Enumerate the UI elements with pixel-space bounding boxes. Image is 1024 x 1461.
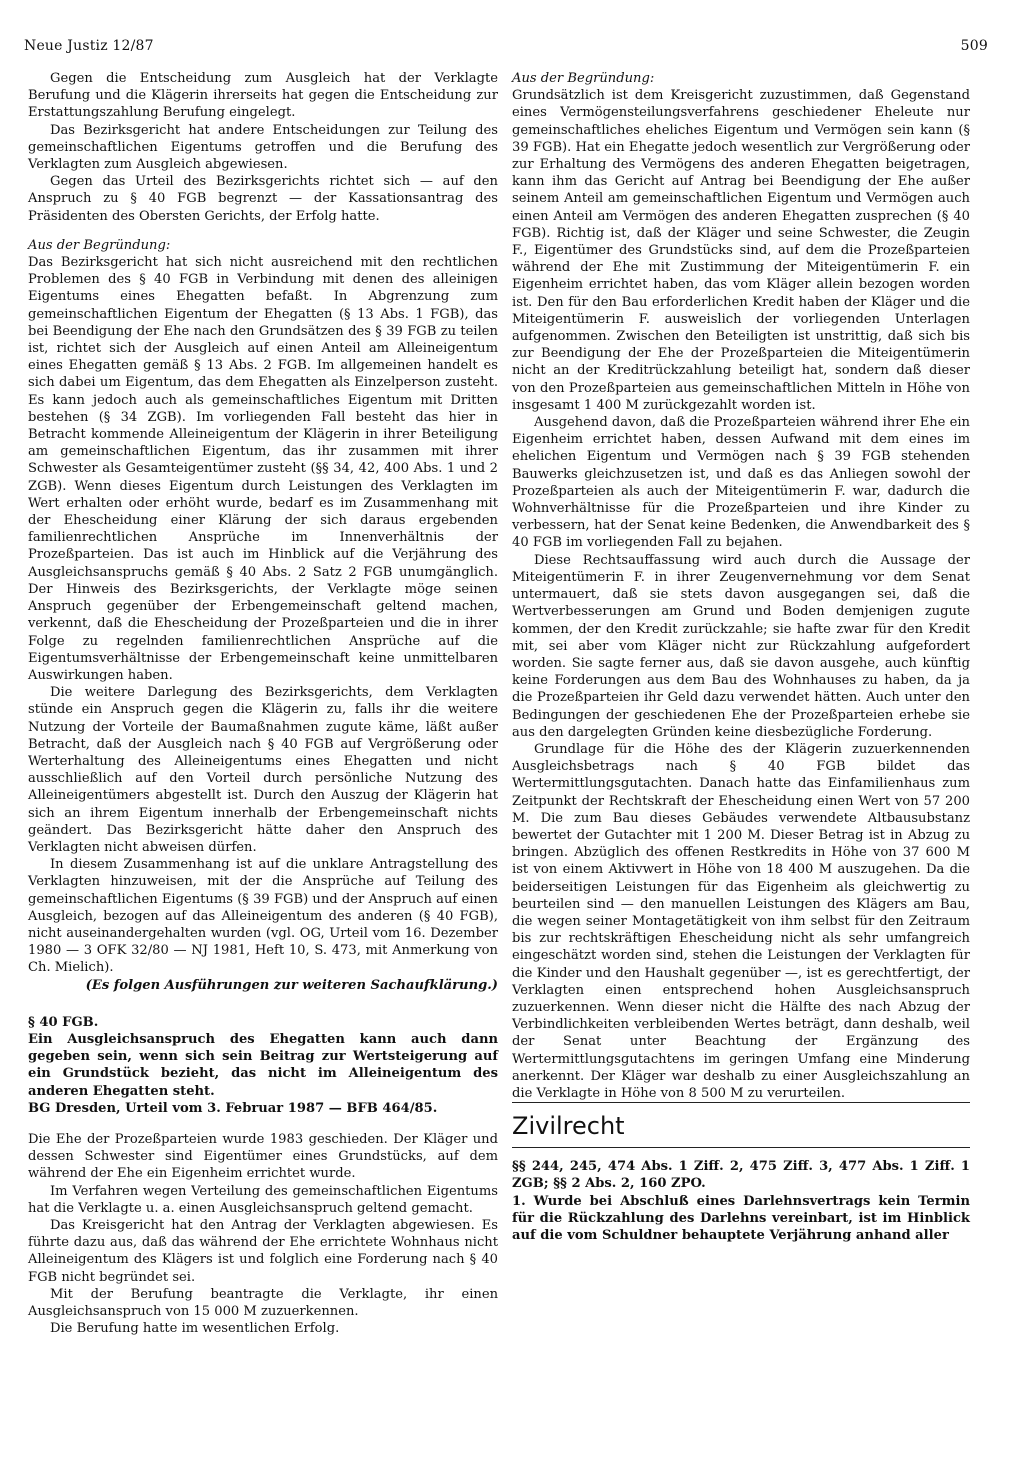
paragraph: Das Bezirksgericht hat andere Entscheidungen zur Teilung des gemeinschaftlichen Eigentums getroffen und die Berufung des Verklagten zum Ausgleich abgewiesen. [28,122,498,173]
paragraph: Die Berufung hatte im wesentlichen Erfolg. [50,1321,340,1337]
case-norm: § 40 FGB. [28,1014,99,1030]
paragraph: Mit der Berufung beantragte die Verklagte, ihr einen Ausgleichsanspruch von 15 000 M zuzuerkennen. [28,1286,498,1320]
paragraph: Das Kreisgericht hat den Antrag der Verklagten abgewiesen. Es führte dazu aus, daß das während der Ehe errichtete Wohnhaus nicht Alleineigentum des Klägers ist und folglich eine Forderung nach § 40 FGB nicht begründet sei. [28,1218,498,1285]
case-leitsatz: 1. Wurde bei Abschluß eines Darlehnsvertrags kein Termin für die Rückzahlung des Darlehns vereinbart, ist im Hinblick auf die vom Schuldner behauptete Verjährung anhand aller [512,1193,970,1243]
case-leitsatz: Ein Ausgleichsanspruch des Ehegatten kann auch dann gegeben sein, wenn sich sein Beitrag zur Wertsteigerung auf ein Grundstück bezieht, das nicht im Alleineigentum des anderen Ehegatten steht. [28,1031,498,1099]
journal-title: Neue Justiz 12/87 [24,38,154,54]
paragraph: Gegen die Entscheidung zum Ausgleich hat der Verklagte Berufung und die Klägerin ihrerseits hat gegen die Entscheidung zur Erstattungszahlung Berufung eingelegt. [28,71,498,121]
left-column [28,70,498,1337]
paragraph: In diesem Zusammenhang ist auf die unklare Antragstellung des Verklagten hinzuweisen, mit der die Ansprüche auf Teilung des gemeinschaftlichen Eigentums (§ 39 FGB) und der Anspruch auf einen Ausgleich, bezogen auf das Alleineigentum des anderen (§ 40 FGB), nicht auseinandergehalten wurden (vgl. OG, Urteil vom 16. Dezember 1980 — 3 OFK 32/80 — NJ 1981, Heft 10, S. 473, mit Anmerkung von Ch. Mielich). [28,857,498,976]
right-column [512,70,970,1244]
paragraph: Ausgehend davon, daß die Prozeßparteien während ihrer Ehe ein Eigenheim errichtet haben, dessen Aufwand mit dem eines im ehelichen Eigentum und Vermögen nach § 39 FGB stehenden Bauwerks gleichzusetzen ist, und daß es das Anliegen sowohl der Prozeßparteien als auch der Miteigentümerin F. war, dadurch die Wohnverhältnisse für die Prozeßparteien und ihre Kinder zu verbessern, hat der Senat keine Bedenken, die Anwendbarkeit des § 40 FGB im vorliegenden Fall zu bejahen. [512,415,970,551]
paragraph: Gegen das Urteil des Bezirksgerichts richtet sich — auf den Anspruch zu § 40 FGB begrenzt — der Kassationsantrag des Präsidenten des Obersten Gerichts, der Erfolg hatte. [28,174,498,224]
rubric-heading: Aus der Begründung: [28,237,171,253]
rubric-heading: Aus der Begründung: [512,71,655,86]
paragraph: Grundsätzlich ist dem Kreisgericht zuzustimmen, daß Gegenstand eines Vermögensteilungsverfahrens geschiedener Eheleute nur gemeinschaftliches eheliches Eigentum und Vermögen sein kann (§ 39 FGB). Hat ein Ehegatte jedoch wesentlich zur Vergrößerung oder zur Erhaltung des Vermögens des anderen Ehegatten beigetragen, kann ihm das Gericht auf Antrag bei Beendigung der Ehe außer seinem Anteil am gemeinschaftlichen Eigentum und Vermögen auch einen Anteil am Vermögen des anderen Ehegatten zusprechen (§ 40 FGB). Richtig ist, daß der Kläger und seine Schwester, die Zeugin F., Eigentümer des Grundstücks sind, auf dem die Prozeßparteien während der Ehe mit Zustimmung der Miteigentümerin F. ein Eigenheim errichtet haben, das vom Kläger allein bezogen worden ist. Den für den Bau erforderlichen Kredit haben der Kläger und die Miteigentümerin F. ausweislich der vorliegenden Unterlagen aufgenommen. Zwischen den Beteiligten ist unstrittig, daß sich bis zur Beendigung der Ehe der Prozeßparteien die Miteigentümerin nicht an der Kreditrückzahlung beteiligt hat, sondern daß dieser von den Prozeßparteien aus gemeinschaftlichen Mitteln in Höhe von insgesamt 1 400 M zurückgezahlt worden ist. [512,88,970,413]
paragraph: Grundlage für die Höhe des der Klägerin zuzuerkennenden Ausgleichsbetrags nach § 40 FGB bildet das Wertermittlungsgutachten. Danach hatte das Einfamilienhaus zum Zeitpunkt der Rechtskraft der Ehescheidung einen Wert von 57 200 M. Die zum Bau dieses Gebäudes verwendete Altbausubstanz bewertet der Gutachter mit 1 200 M. Dieser Betrag ist in Abzug zu bringen. Abzüglich des offenen Restkredits in Höhe von 37 600 M ist von einem Aktivwert in Höhe von 18 400 M auszugehen. Da die beiderseitigen Leistungen für das Eigenheim als gleichwertig zu beurteilen sind — den manuellen Leistungen des Klägers am Bau, die wegen seiner Montagetätigkeit von ihm selbst für den Zeitraum bis zur rechtskräftigen Ehescheidung nicht als sehr umfangreich eingeschätzt worden sind, stehen die Leistungen der Verklagten für die Kinder und den Haushalt gegenüber —, ist es gerechtfertigt, der Verklagten einen entsprechend hohen Ausgleichsanspruch zuzuerkennen. Wenn dieser nicht die Hälfte des nach Abzug der Verbindlichkeiten verbleibenden Wertes beträgt, dann deshalb, weil der Senat unter Beachtung der Ergänzung des Wertermittlungsgutachtens im geringen Umfang eine Minderung anerkennt. Der Kläger war deshalb zu einer Ausgleichszahlung an die Verklagte in Höhe von 8 500 M zu verurteilen. [512,741,970,1101]
case-norm: §§ 244, 245, 474 Abs. 1 Ziff. 2, 475 Ziff. 3, 477 Abs. 1 Ziff. 1 ZGB; §§ 2 Abs. 2, 160 ZPO. [512,1159,970,1192]
page-header [24,24,988,54]
section-divider [512,1147,970,1148]
section-title: Zivilrecht [512,1102,970,1141]
case-citation: BG Dresden, Urteil vom 3. Februar 1987 — BFB 464/85. [28,1100,438,1116]
paragraph: Diese Rechtsauffassung wird auch durch die Aussage der Miteigentümerin F. in ihrer Zeugenvernehmung vor dem Senat untermauert, daß sie stets davon ausgegangen sei, daß die Wertverbesserungen am Grund und Boden demjenigen zugute kommen, der den Kredit zurückzahle; sie hafte zwar für den Kredit mit, sei aber vom Kläger nicht zur Rückzahlung aufgefordert worden. Sie sagte ferner aus, daß sie davon ausgehe, auch künftig keine Forderungen aus dem Bau des Wohnhauses zu haben, da ja die Prozeßparteien ihr Geld dazu verwendet hätten. Auch unter den Bedingungen der geschiedenen Ehe der Prozeßparteien erhebe sie aus den dargelegten Gründen keine diesbezügliche Forderung. [512,552,970,740]
editorial-note: (Es folgen Ausführungen zur weiteren Sachaufklärung.) [85,977,498,993]
paragraph: Die Ehe der Prozeßparteien wurde 1983 geschieden. Der Kläger und dessen Schwester sind Eigentümer eines Grundstücks, auf dem während der Ehe ein Eigenheim errichtet wurde. [28,1131,498,1182]
paragraph: Die weitere Darlegung des Bezirksgerichts, dem Verklagten stünde ein Anspruch gegen die Klägerin zu, falls ihr die weitere Nutzung der Vorteile der Baumaßnahmen zugute käme, läßt außer Betracht, daß der Ausgleich nach § 40 FGB auf Vergrößerung oder Werterhaltung des Alleineigentums eines Ehegatten und nicht ausschließlich auf den Vorteil durch persönliche Nutzung des Alleineigentümers abgestellt ist. Durch den Auszug der Klägerin hat sich an ihrem Eigentum innerhalb der Erbengemeinschaft nichts geändert. Das Bezirksgericht hätte daher den Anspruch des Verklagten nicht abweisen dürfen. [28,685,498,855]
paragraph: Im Verfahren wegen Verteilung des gemeinschaftlichen Eigentums hat die Verklagte u. a. einen Ausgleichsanspruch geltend gemacht. [28,1183,498,1216]
page-number: 509 [960,38,988,54]
paragraph: Das Bezirksgericht hat sich nicht ausreichend mit den rechtlichen Problemen des § 40 FGB in Verbindung mit denen des alleinigen Eigentums eines Ehegatten befaßt. In Abgrenzung zum gemeinschaftlichen Eigentum der Ehegatten (§ 13 Abs. 1 FGB), das bei Beendigung der Ehe nach den Grundsätzen des § 39 FGB zu teilen ist, richtet sich der Ausgleich auf einen Anteil am Alleineigentum eines Ehegatten gemäß § 13 Abs. 2 FGB. Im allgemeinen handelt es sich dabei um Eigentum, das dem Ehegatten als Einzelperson zusteht. Es kann jedoch auch als gemeinschaftliches Eigentum mit Dritten bestehen (§ 34 ZGB). Im vorliegenden Fall besteht das hier in Betracht kommende Alleineigentum der Klägerin in ihrer Beteiligung am gemeinschaftlichen Eigentum, das ihr zusammen mit ihrer Schwester als Gesamteigentümer zusteht (§§ 34, 42, 400 Abs. 1 und 2 ZGB). Wenn dieses Eigentum durch Leistungen des Verklagten im Wert erhalten oder erhöht wurde, bedarf es im Zusammenhang mit der Ehescheidung einer Klärung der sich daraus ergebenden familienrechtlichen Ansprüche im Innenverhältnis der Prozeßparteien. Das ist auch im Hinblick auf die Verjährung des Ausgleichsanspruchs gemäß § 40 Abs. 2 Satz 2 FGB unumgänglich. Der Hinweis des Bezirksgerichts, der Verklagte möge seinen Anspruch gegenüber der Erbengemeinschaft geltend machen, verkennt, daß die Ehescheidung der Prozeßparteien und die in ihrer Folge zu regelnden familienrechtlichen Ansprüche auf die Eigentumsverhältnisse der Erbengemeinschaft keine unmittelbaren Auswirkungen haben. [28,255,498,683]
case-body [28,1131,498,1337]
case-headnote [28,1014,498,1117]
